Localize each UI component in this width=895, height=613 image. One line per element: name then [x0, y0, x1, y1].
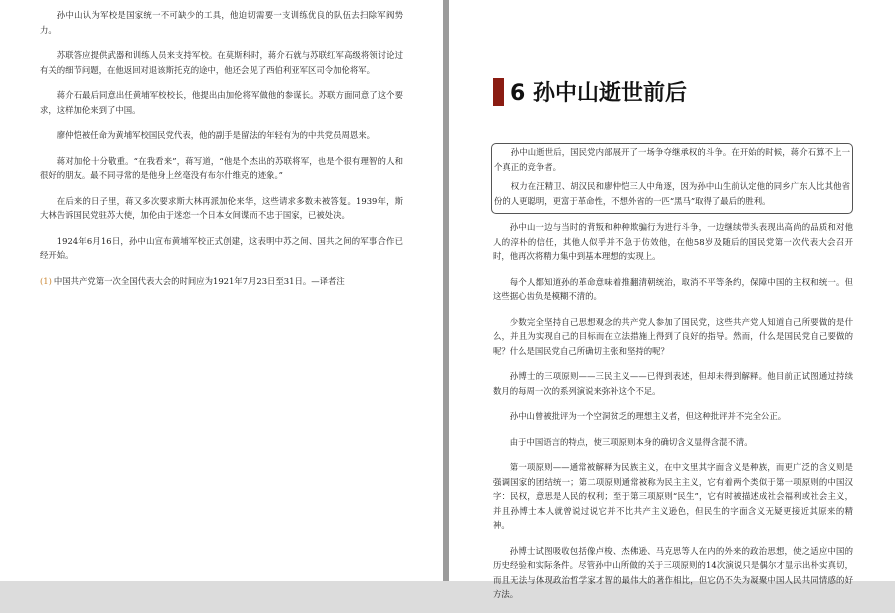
boxed-paragraph-2: 权力在汪精卫、胡汉民和廖仲恺三人中角逐，因为孙中山生前认定他的同乡广东人比其他省份的人更聪明，更富于革命性，不想外省的一匹“黑马”取得了最后的胜利。: [494, 181, 850, 206]
footnote-text: 中国共产党第一次全国代表大会的时间应为1921年7月23日至31日。—译者注: [53, 275, 345, 286]
right-paragraph-3: 少数完全坚持自己思想观念的共产党人参加了国民党，这些共产党人知道自己所要做的是什么，并且为实现自己的目标而在立法措施上得到了良好的指导。然而，什么是国民党自己要做的呢？什么是国民党自己所确切主张和坚持的呢？: [493, 316, 853, 356]
right-paragraph-6: 由于中国语言的特点，使三项原则本身的确切含义显得含混不清。: [509, 436, 753, 447]
highlighted-passage: [491, 143, 853, 214]
right-paragraph-4: 孙博士的三项原则——三民主义——已得到表述，但却未得到解释。他目前正试图通过持续数月的每周一次的系列演说来弥补这个不足。: [493, 371, 853, 396]
right-body: [493, 143, 853, 613]
chapter-marker-bar: [493, 78, 504, 106]
right-paragraph-8: 孙博士试图吸收包括像卢梭、杰佛逊、马克思等人在内的外来的政治思想，使之适应中国的历史经验和实际条件。尽管孙中山所做的关于三项原则的14次演说只是偶尔才显示出朴实真切，而且无法与体现政治哲学家才智的最伟大的著作相比，但它仍不失为凝聚中国人民共同情感的好方法。: [493, 545, 853, 599]
left-page: [0, 0, 443, 581]
boxed-paragraph-1: 孙中山逝世后，国民党内部展开了一场争夺继承权的斗争。在开始的时候，蒋介石算不上一个真正的竞争者。: [494, 147, 850, 172]
left-paragraph-7: 1924年6月16日，孙中山宣布黄埔军校正式创建，这表明中苏之间、国共之间的军事合作已经开始。: [40, 235, 403, 260]
right-paragraph-1: 孙中山一边与当时的背叛和种种欺骗行为进行斗争，一边继续带头表现出高尚的品质和对他人的淳朴的信任，其他人似乎并不急于仿效他，在他58岁及随后的国民党第一次代表大会召开时，他再次将精力集中到基本理想的实现上。: [493, 222, 853, 261]
chapter-title: 6 孙中山逝世前后: [510, 81, 687, 106]
right-page: [449, 0, 895, 599]
footnote: [40, 274, 403, 289]
right-paragraph-7: 第一项原则——通常被解释为民族主义，在中文里其字面含义是种族，而更广泛的含义则是强调国家的团结统一；第二项原则通常被称为民主主义，它有着两个类似于第一项原则的中国汉字：民权，意思是人民的权利；至于第三项原则“民生”，它有时被描述成社会福利或社会主义，并且孙博士本人就曾说过说它并不比共产主义逊色，但民生的字面含义无疑更接近其原来的精神。: [493, 462, 853, 530]
right-paragraph-5: 孙中山曾被批评为一个空洞贫乏的理想主义者，但这种批评并不完全公正。: [509, 411, 787, 421]
right-paragraph-2: 每个人都知道孙的革命意味着推翻清朝统治，取消不平等条约，保障中国的主权和统一。但这些据心齿负是模糊不清的。: [493, 276, 853, 301]
left-paragraph-3: 蒋介石最后同意出任黄埔军校校长，他提出由加伦将军做他的参谋长。苏联方面同意了这个要求，这样加伦来到了中国。: [40, 90, 403, 115]
left-paragraph-6: 在后来的日子里，蒋又多次要求斯大林再派加伦来华，这些请求多数未被答复。1939年，斯大林告诉国民党驻苏大使，加伦由于迷恋一个日本女间谍而不忠于国家，已被处决。: [40, 195, 403, 220]
left-paragraph-2: 苏联答应提供武器和训练人员来支持军校。在莫斯科时，蒋介石就与苏联红军高级将领讨论过有关的细节问题，在他返回对退该斯托克的途中，他还会见了西伯利亚军区司令加伦将军。: [40, 50, 403, 75]
footnote-marker[interactable]: (1): [40, 275, 52, 286]
chapter-heading: [493, 76, 687, 107]
left-paragraph-1: 孙中山认为军校是国家统一不可缺少的工具，他迫切需要一支训练优良的队伍去扫除军阀势力。: [40, 10, 403, 35]
left-paragraph-5: 蒋对加伦十分敬重。“在我看来”，蒋写道，“他是个杰出的苏联将军，也是个很有理智的人和很好的朋友。最不同寻常的是他身上丝毫没有布尔什维克的迹象。”: [40, 155, 403, 180]
left-paragraph-4: 廖仲恺被任命为黄埔军校国民党代表，他的副手是留法的年轻有为的中共党员周恩来。: [56, 130, 376, 140]
